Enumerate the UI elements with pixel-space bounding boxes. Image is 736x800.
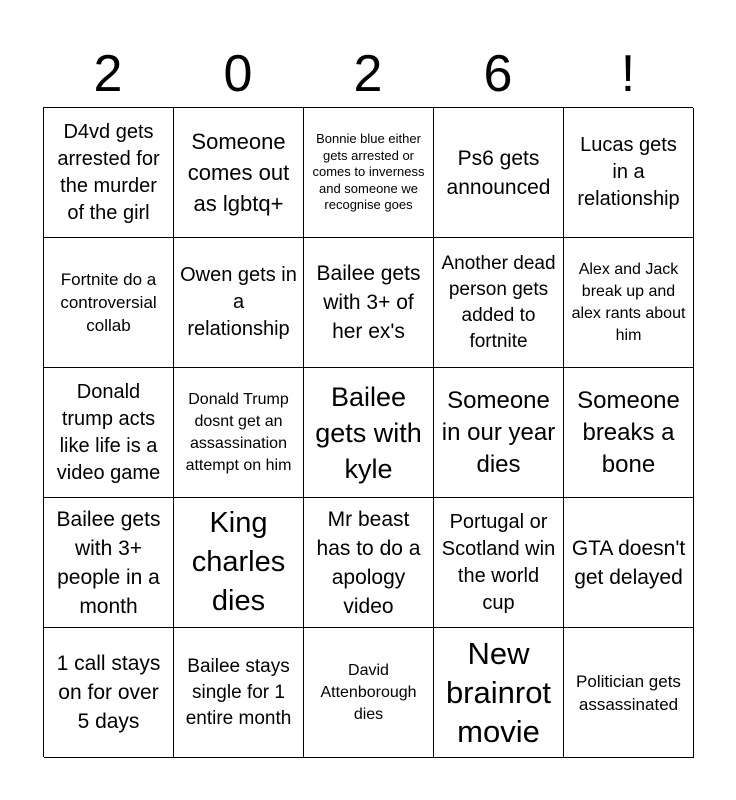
cell-text: Mr beast has to do a apology video [316, 507, 421, 618]
bingo-cell-r2c5[interactable] [564, 238, 694, 368]
bingo-cell-r2c4[interactable] [434, 238, 564, 368]
bingo-cell-r3c3[interactable] [304, 368, 434, 498]
cell-text: Portugal or Scotland win the world cup [441, 510, 556, 614]
bingo-cell-r1c1[interactable] [44, 108, 174, 238]
bingo-cell-r5c4[interactable] [434, 628, 564, 758]
bingo-cell-r1c2[interactable] [174, 108, 304, 238]
bingo-cell-r3c2[interactable] [174, 368, 304, 498]
cell-text: New brainrot movie [445, 636, 552, 749]
bingo-cell-r5c1[interactable] [44, 628, 174, 758]
cell-text: Another dead person gets added to fortnite [441, 252, 556, 352]
bingo-header [43, 40, 693, 108]
cell-text: Someone breaks a bone [577, 386, 680, 478]
bingo-cell-r2c3[interactable] [304, 238, 434, 368]
bingo-cell-r2c2[interactable] [174, 238, 304, 368]
bingo-cell-r4c2[interactable] [174, 498, 304, 628]
bingo-card [43, 107, 693, 757]
header-letter-4: 6 [483, 45, 513, 103]
bingo-cell-r2c1[interactable] [44, 238, 174, 368]
bingo-cell-r3c1[interactable] [44, 368, 174, 498]
cell-text: Fortnite do a controversial collab [60, 270, 157, 335]
bingo-cell-r4c4[interactable] [434, 498, 564, 628]
bingo-cell-r5c2[interactable] [174, 628, 304, 758]
cell-text: King charles dies [191, 507, 286, 617]
header-letter-3: 2 [353, 45, 383, 103]
cell-text: Someone in our year dies [441, 386, 556, 478]
bingo-cell-r4c5[interactable] [564, 498, 694, 628]
header-letter-2: 0 [223, 45, 253, 103]
cell-text: GTA doesn't get delayed [571, 536, 686, 589]
cell-text: Bailee gets with 3+ people in a month [56, 507, 161, 618]
header-letter-1: 2 [93, 45, 123, 103]
bingo-cell-r4c3[interactable] [304, 498, 434, 628]
bingo-cell-r5c3[interactable] [304, 628, 434, 758]
cell-text: Bailee stays single for 1 entire month [185, 655, 292, 729]
bingo-cell-r1c5[interactable] [564, 108, 694, 238]
bingo-cell-r4c1[interactable] [44, 498, 174, 628]
cell-text: Bailee gets with 3+ of her ex's [316, 262, 421, 343]
cell-text: Bonnie blue either gets arrested or comes to inverness and someone we recognise goes [312, 131, 425, 213]
cell-text: Donald Trump dosnt get an assassination attempt on him [185, 390, 292, 474]
bingo-cell-r3c4[interactable] [434, 368, 564, 498]
cell-text: Lucas gets in a relationship [577, 134, 680, 210]
bingo-cell-r5c5[interactable] [564, 628, 694, 758]
bingo-cell-r1c3[interactable] [304, 108, 434, 238]
bingo-cell-r3c5[interactable] [564, 368, 694, 498]
cell-text: Someone comes out as lgbtq+ [187, 129, 290, 216]
cell-text: Bailee gets with kyle [315, 381, 422, 484]
cell-text: 1 call stays on for over 5 days [56, 652, 161, 733]
cell-text: Ps6 gets announced [446, 146, 551, 199]
cell-text: D4vd gets arrested for the murder of the girl [57, 120, 160, 224]
cell-text: David Attenborough dies [320, 661, 417, 723]
cell-text: Alex and Jack break up and alex rants about him [571, 260, 686, 344]
cell-text: Politician gets assassinated [576, 671, 681, 714]
cell-text: Owen gets in a relationship [180, 264, 297, 340]
bingo-cell-r1c4[interactable] [434, 108, 564, 238]
header-letter-5: ! [620, 45, 636, 103]
cell-text: Donald trump acts like life is a video game [56, 380, 161, 484]
